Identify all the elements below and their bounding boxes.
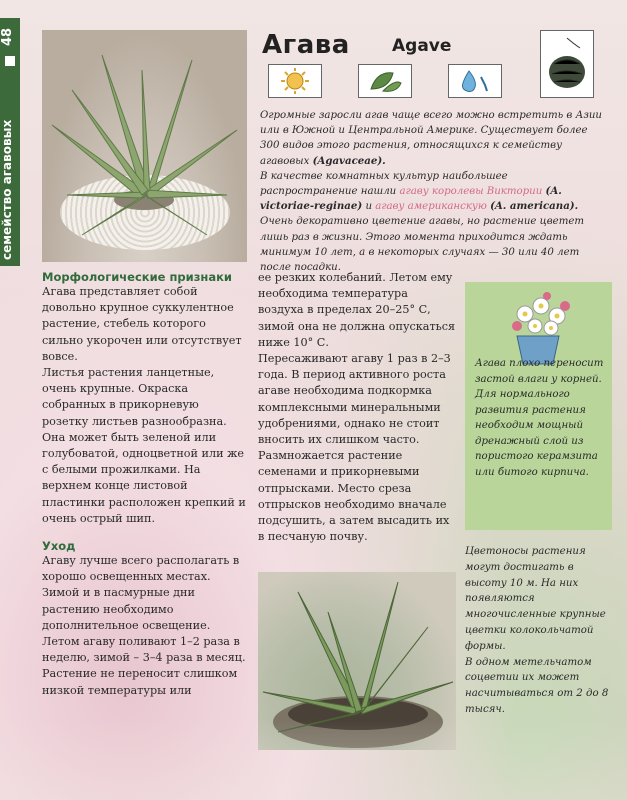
right-p2: В одном метельчатом соцветии их может насчитываться от 2 до 8 тысяч. (465, 656, 609, 715)
morphology-p1: Агава представляет собой довольно крупное суккулентное растение, стебель которого сильно укорочен или отсутствует вовсе. (42, 285, 242, 363)
intro-and: и (365, 201, 373, 213)
left-column (42, 270, 247, 699)
intro-p2-start: В качестве комнатных культур наибольшее распространение нашли (260, 170, 508, 198)
side-note-p2: Для нормального развития растения необходим мощный дренажный слой из пористого керамзита или битого кирпича. (475, 389, 598, 478)
morphology-title: Морфологические признаки (42, 270, 232, 284)
intro-text (260, 108, 605, 275)
latin-victoria: (A. victoriae-reginae) (260, 185, 562, 213)
agave-plant-illustration (42, 30, 247, 262)
page-title-latin: Agave (392, 36, 452, 56)
care-title: Уход (42, 539, 76, 554)
agave-family-icon (540, 30, 594, 98)
side-note-text (475, 356, 605, 480)
page-marker-square (5, 56, 15, 66)
col2-p1: ее резких колебаний. Летом ему необходима температура воздуха в пределах 20–25° С, зимой она не должна опускаться ниже 10° С. (258, 271, 456, 349)
care-p3: Растение не переносит слишком низкой температуры или (42, 667, 238, 697)
care-p2: Летом агаву поливают 1–2 раза в неделю, зимой – 3–4 раза в месяц. (42, 635, 246, 665)
family-label: семейство агавовых (0, 119, 14, 260)
potted-agave-illustration (258, 572, 456, 750)
link-victoria[interactable]: агаву королевы Виктории (399, 186, 543, 198)
latin-americana: (A. americana). (490, 200, 579, 213)
side-note-p1: Агава плохо переносит застой влаги у корней. (475, 358, 604, 385)
water-drop-icon (448, 64, 502, 98)
page-title: Агава (262, 30, 350, 60)
link-americana[interactable]: агаву американскую (375, 201, 487, 213)
morphology-p2: Листья растения ланцетные, очень крупные. Окраска собранных в прикорневую розетку листьев разнообразна. Она может быть зеленой или голубоватой, одноцветной или же с белыми прожилками. На верхнем конце листовой пластинки расположен крепкий и очень острый шип. (42, 366, 246, 525)
right-p1: Цветоносы растения могут достигать в высоту 10 м. На них появляются многочисленные крупные цветки колокольчатой формы. (465, 546, 606, 652)
agave-pot-photo (258, 572, 456, 750)
intro-p3: Очень декоративно цветение агавы, но растение цветет лишь раз в жизни. Этого момента приходится ждать минимум 10 лет, а в некоторых случаях — 30 или 40 лет после посадки. (260, 216, 585, 274)
side-note-panel (465, 282, 612, 530)
col2-p2: Пересаживают агаву 1 раз в 2–3 года. В период активного роста агаве необходима подкормка комплексными минеральными удобрениями, однако не стоит вносить их слишком часто. (258, 352, 451, 447)
middle-column (258, 270, 456, 545)
col2-p3: Размножается растение семенами и прикорневыми отпрысками. Место среза отпрысков необходимо вначале подсушить, а затем высадить их в песчаную почву. (258, 449, 450, 544)
agave-photo (42, 30, 247, 262)
page-number: 48 (0, 27, 15, 47)
care-p1: Агаву лучше всего располагать в хорошо освещенных местах. Зимой и в пасмурные дни растению необходимо дополнительное освещение. (42, 554, 240, 632)
intro-latin-family: (Agavaceae). (312, 154, 386, 167)
intro-p1: Огромные заросли агав чаще всего можно встретить в Азии или в Южной и Центральной Америке. Существует более 300 видов этого растения, относящихся к семейству агавовых (260, 110, 602, 167)
right-column-text (465, 544, 612, 718)
leaf-icon (358, 64, 412, 98)
sun-icon (268, 64, 322, 98)
